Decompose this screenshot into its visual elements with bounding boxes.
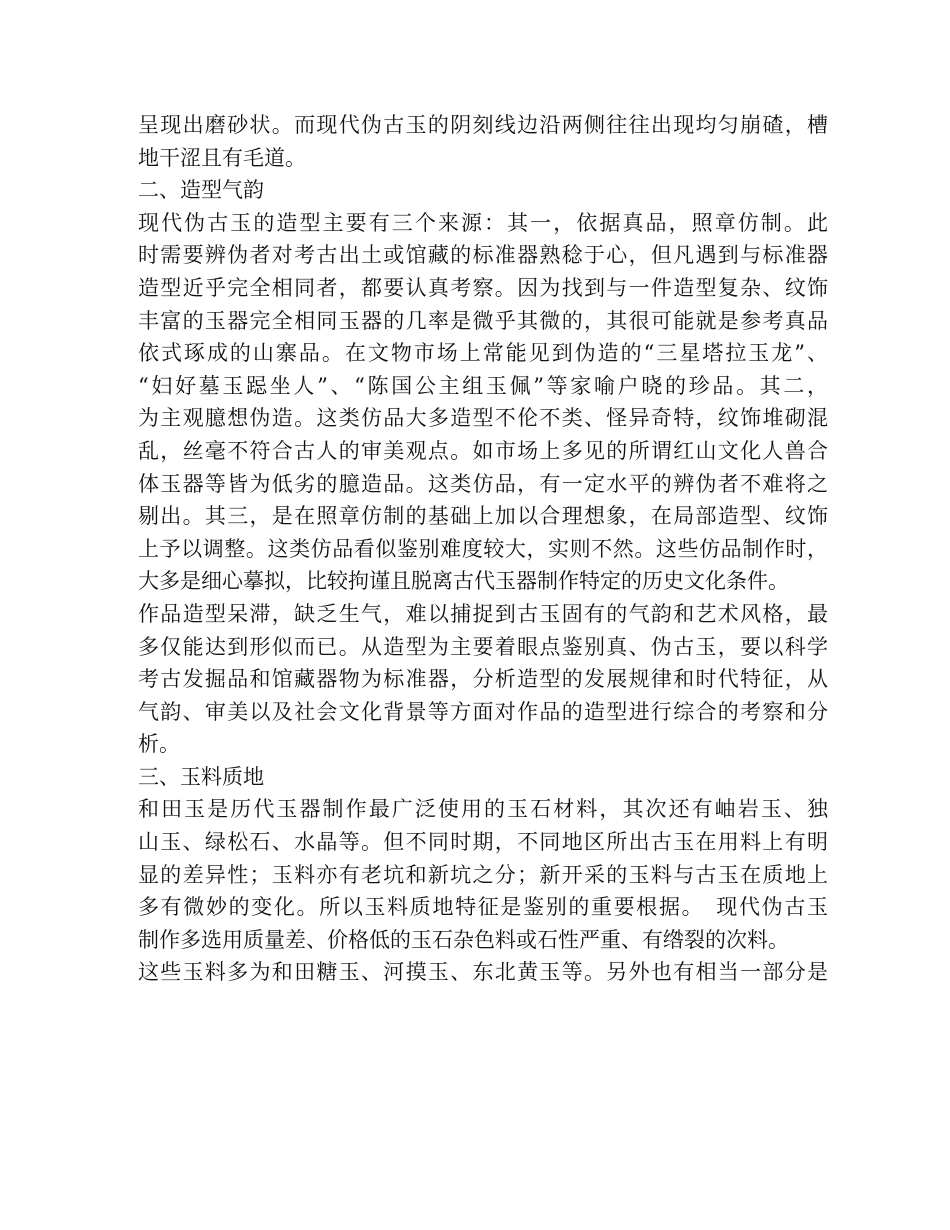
- text-line: 造型近乎完全相同者，都要认真考察。因为找到与一件造型复杂、纹饰: [138, 275, 828, 300]
- text-line: 气韵、审美以及社会文化背景等方面对作品的造型进行综合的考察和分: [138, 699, 828, 724]
- text-line: 和田玉是历代玉器制作最广泛使用的玉石材料，其次还有岫岩玉、独: [138, 797, 828, 822]
- text-line: 多仅能达到形似而已。从造型为主要着眼点鉴别真、伪古玉，要以科学: [138, 634, 828, 659]
- text-line: 剔出。其三，是在照章仿制的基础上加以合理想象，在局部造型、纹饰: [138, 504, 828, 529]
- text-line: 这些玉料多为和田糖玉、河摸玉、东北黄玉等。另外也有相当一部分是: [138, 960, 828, 985]
- text-line: 乱，丝毫不符合古人的审美观点。如市场上多见的所谓红山文化人兽合: [138, 438, 828, 463]
- text-line: 丰富的玉器完全相同玉器的几率是微乎其微的，其很可能就是参考真品: [138, 308, 828, 333]
- section-heading: 三、玉料质地: [138, 764, 264, 789]
- text-line: 制作多选用质量差、价格低的玉石杂色料或石性严重、有绺裂的次料。: [138, 927, 789, 952]
- text-line: “妇好墓玉跽坐人”、“陈国公主组玉佩”等家喻户晓的珍品。其二，: [138, 373, 828, 398]
- text-line: 时需要辨伪者对考古出土或馆藏的标准器熟稔于心，但凡遇到与标准器: [138, 243, 828, 268]
- text-line: 考古发掘品和馆藏器物为标准器，分析造型的发展规律和时代特征，从: [138, 667, 828, 692]
- text-line: 依式琢成的山寨品。在文物市场上常能见到伪造的“三星塔拉玉龙”、: [138, 341, 828, 366]
- text-line: 为主观臆想伪造。这类仿品大多造型不伦不类、怪异奇特，纹饰堆砌混: [138, 406, 828, 431]
- text-line: 显的差异性；玉料亦有老坑和新坑之分；新开采的玉料与古玉在质地上: [138, 862, 828, 887]
- text-line: 体玉器等皆为低劣的臆造品。这类仿品，有一定水平的辨伪者不难将之: [138, 471, 828, 496]
- text-line: 呈现出磨砂状。而现代伪古玉的阴刻线边沿两侧往往出现均匀崩碴，槽: [138, 113, 828, 137]
- text-line: 地干涩且有毛道。: [138, 145, 306, 170]
- text-line: 大多是细心摹拟，比较拘谨且脱离古代玉器制作特定的历史文化条件。: [138, 569, 789, 594]
- text-line: 析。: [138, 732, 180, 757]
- text-line: 上予以调整。这类仿品看似鉴别难度较大，实则不然。这些仿品制作时，: [138, 536, 828, 561]
- text-line: 山玉、绿松石、水晶等。但不同时期，不同地区所出古玉在用料上有明: [138, 830, 828, 855]
- text-line: 多有微妙的变化。所以玉料质地特征是鉴别的重要根据。 现代伪古玉: [138, 895, 828, 920]
- body-text: [138, 109, 828, 989]
- section-heading: 二、造型气韵: [138, 178, 264, 203]
- text-line: 作品造型呆滞，缺乏生气，难以捕捉到古玉固有的气韵和艺术风格，最: [138, 601, 828, 626]
- text-line: 现代伪古玉的造型主要有三个来源：其一，依据真品，照章仿制。此: [138, 210, 828, 235]
